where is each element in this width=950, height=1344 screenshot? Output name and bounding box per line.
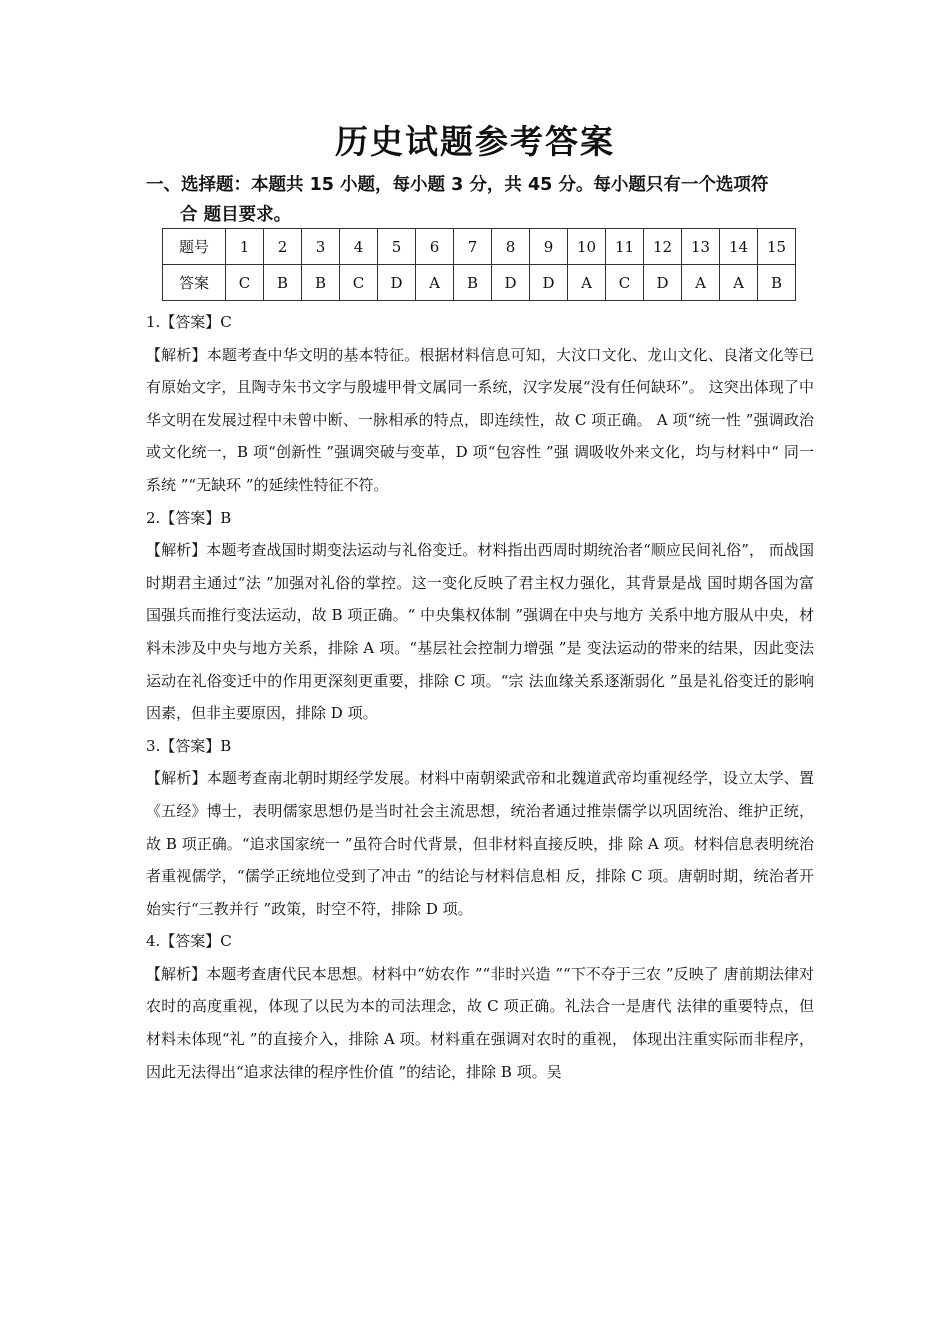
answer-cell: B [264, 265, 302, 301]
row-header-number: 题号 [163, 229, 226, 265]
answer-cell: A [416, 265, 454, 301]
question-number: 12 [644, 229, 682, 265]
question-number: 7 [454, 229, 492, 265]
question-number: 4 [340, 229, 378, 265]
section-heading [146, 170, 816, 230]
analysis-paragraph-4: 【解析】本题考查唐代民本思想。材料中“妨农作 ”“非时兴造 ”“下不夺于三农 ”反映了 唐前期法律对农时的高度重视，体现了以民为本的司法理念，故 C 项正确。礼法合一是唐代 法律的重要特点，但材料未体现“礼 ”的直接介入，排除 A 项。材料重在强调对农时的重视， 体现出注重实际而非程序，因此无法得出“追求法律的程序性价值 ”的结论，排除 B 项。吴 [146, 964, 814, 1081]
answer-cell: C [226, 265, 264, 301]
analysis-paragraph-3: 【解析】本题考查南北朝时期经学发展。材料中南朝梁武帝和北魏道武帝均重视经学，设立太学、置《五经》博士，表明儒家思想仍是当时社会主流思想，统治者通过推崇儒学以巩固统治、维护正统，故 B 项正确。“追求国家统一 ”虽符合时代背景，但非材料直接反映，排 除 A 项。材料信息表明统治者重视儒学，“儒学正统地位受到了冲击 ”的结论与材料信息相 反，排除 C 项。唐朝时期，统治者开始实行“三教并行 ”政策，时空不符，排除 D 项。 [146, 769, 814, 918]
answer-cell: A [682, 265, 720, 301]
section-heading-line1: 一、选择题：本题共 15 小题，每小题 3 分，共 45 分。每小题只有一个选项符 [146, 175, 769, 195]
section-heading-line2: 合 题目要求。 [180, 205, 292, 225]
answer-cell: C [340, 265, 378, 301]
answer-cell: B [302, 265, 340, 301]
answer-line-1: 1.【答案】C [146, 313, 232, 331]
question-number: 8 [492, 229, 530, 265]
question-number: 9 [530, 229, 568, 265]
answer-cell: B [454, 265, 492, 301]
row-header-answer: 答案 [163, 265, 226, 301]
answer-cell: A [568, 265, 606, 301]
question-number: 13 [682, 229, 720, 265]
answer-cell: A [720, 265, 758, 301]
answer-cell: D [378, 265, 416, 301]
question-number: 6 [416, 229, 454, 265]
answer-cell: D [644, 265, 682, 301]
question-number-row [163, 229, 796, 265]
answer-cell: C [606, 265, 644, 301]
answer-line-4: 4.【答案】C [146, 932, 232, 951]
answer-cell: D [492, 265, 530, 301]
answer-line-2: 2.【答案】B [146, 508, 232, 527]
question-number: 2 [264, 229, 302, 265]
answer-cell: D [530, 265, 568, 301]
answer-table [162, 228, 796, 301]
question-number: 1 [226, 229, 264, 265]
question-number: 5 [378, 229, 416, 265]
answer-cell: B [758, 265, 796, 301]
page-title: 历史试题参考答案 [335, 122, 615, 161]
question-number: 10 [568, 229, 606, 265]
question-number: 3 [302, 229, 340, 265]
question-number: 11 [606, 229, 644, 265]
analysis-paragraph-2: 【解析】本题考查战国时期变法运动与礼俗变迁。材料指出西周时期统治者“顺应民间礼俗”， 而战国时期君主通过“法 ”加强对礼俗的掌控。这一变化反映了君主权力强化，其背景是战 国时期各国为富国强兵而推行变法运动，故 B 项正确。“ 中央集权体制 ”强调在中央与地方 关系中地方服从中央，材料未涉及中央与地方关系，排除 A 项。“基层社会控制力增强 ”是 变法运动的带来的结果，因此变法运动在礼俗变迁中的作用更深刻更重要，排除 C 项。“宗 法血缘关系逐渐弱化 ”虽是礼俗变迁的影响因素，但非主要原因，排除 D 项。 [146, 541, 814, 723]
question-number: 14 [720, 229, 758, 265]
analysis-paragraph-1: 【解析】本题考查中华文明的基本特征。根据材料信息可知，大汶口文化、龙山文化、良渚文化等已有原始文字，且陶寺朱书文字与殷墟甲骨文属同一系统，汉字发展“没有任何缺环”。 这突出体现了中华文明在发展过程中未曾中断、一脉相承的特点，即连续性，故 C 项正确。 A 项“统一性 ”强调政治或文化统一，B 项“创新性 ”强调突破与变革，D 项“包容性 ”强 调吸收外来文化，均与材料中“ 同一系统 ”“无缺环 ”的延续性特征不符。 [146, 345, 814, 494]
explanations [146, 306, 814, 1088]
answer-line-3: 3.【答案】B [146, 736, 232, 755]
question-number: 15 [758, 229, 796, 265]
answer-row [163, 265, 796, 301]
